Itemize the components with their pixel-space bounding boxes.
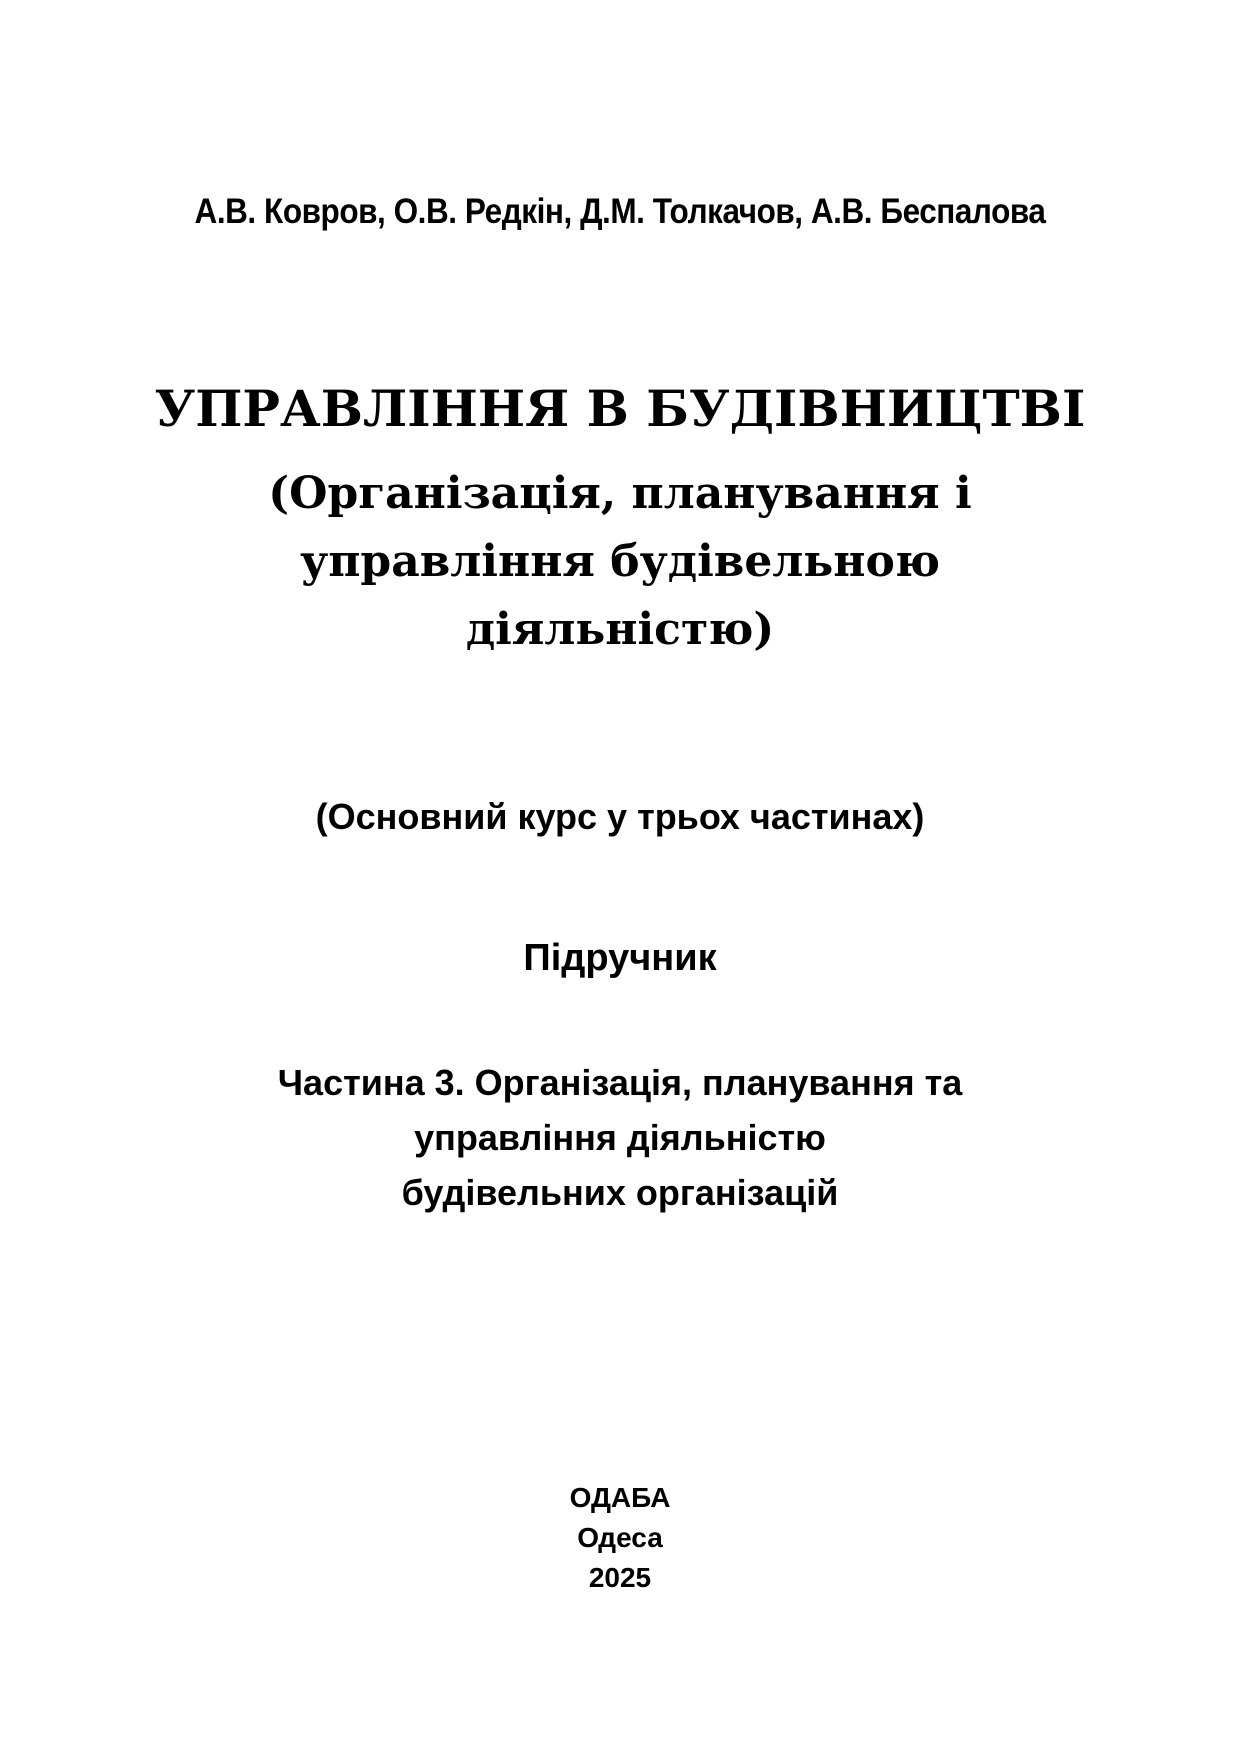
publisher-block [0, 1478, 1240, 1598]
subtitle-line: (Організація, планування і [268, 468, 972, 519]
part-line: управління діяльністю [414, 1117, 826, 1158]
publication-year: 2025 [588, 1562, 652, 1593]
course-note: (Основний курс у трьох частинах) [315, 796, 925, 837]
book-type: Підручник [523, 937, 717, 979]
subtitle-line: діяльністю) [465, 604, 775, 655]
part-line: Частина 3. Організація, планування та [277, 1062, 963, 1103]
book-title: УПРАВЛІННЯ В БУДІВНИЦТВІ [154, 379, 1086, 438]
publisher-city: Одеса [577, 1522, 663, 1553]
subtitle-line: управління будівельною [300, 536, 940, 587]
publisher-name: ОДАБА [569, 1482, 671, 1513]
authors-line: А.В. Ковров, О.В. Редкін, Д.М. Толкачов, А.В. Беспалова [194, 192, 1046, 231]
book-subtitle [0, 460, 1240, 664]
part-line: будівельних організацій [401, 1172, 839, 1213]
part-title [0, 1055, 1240, 1220]
